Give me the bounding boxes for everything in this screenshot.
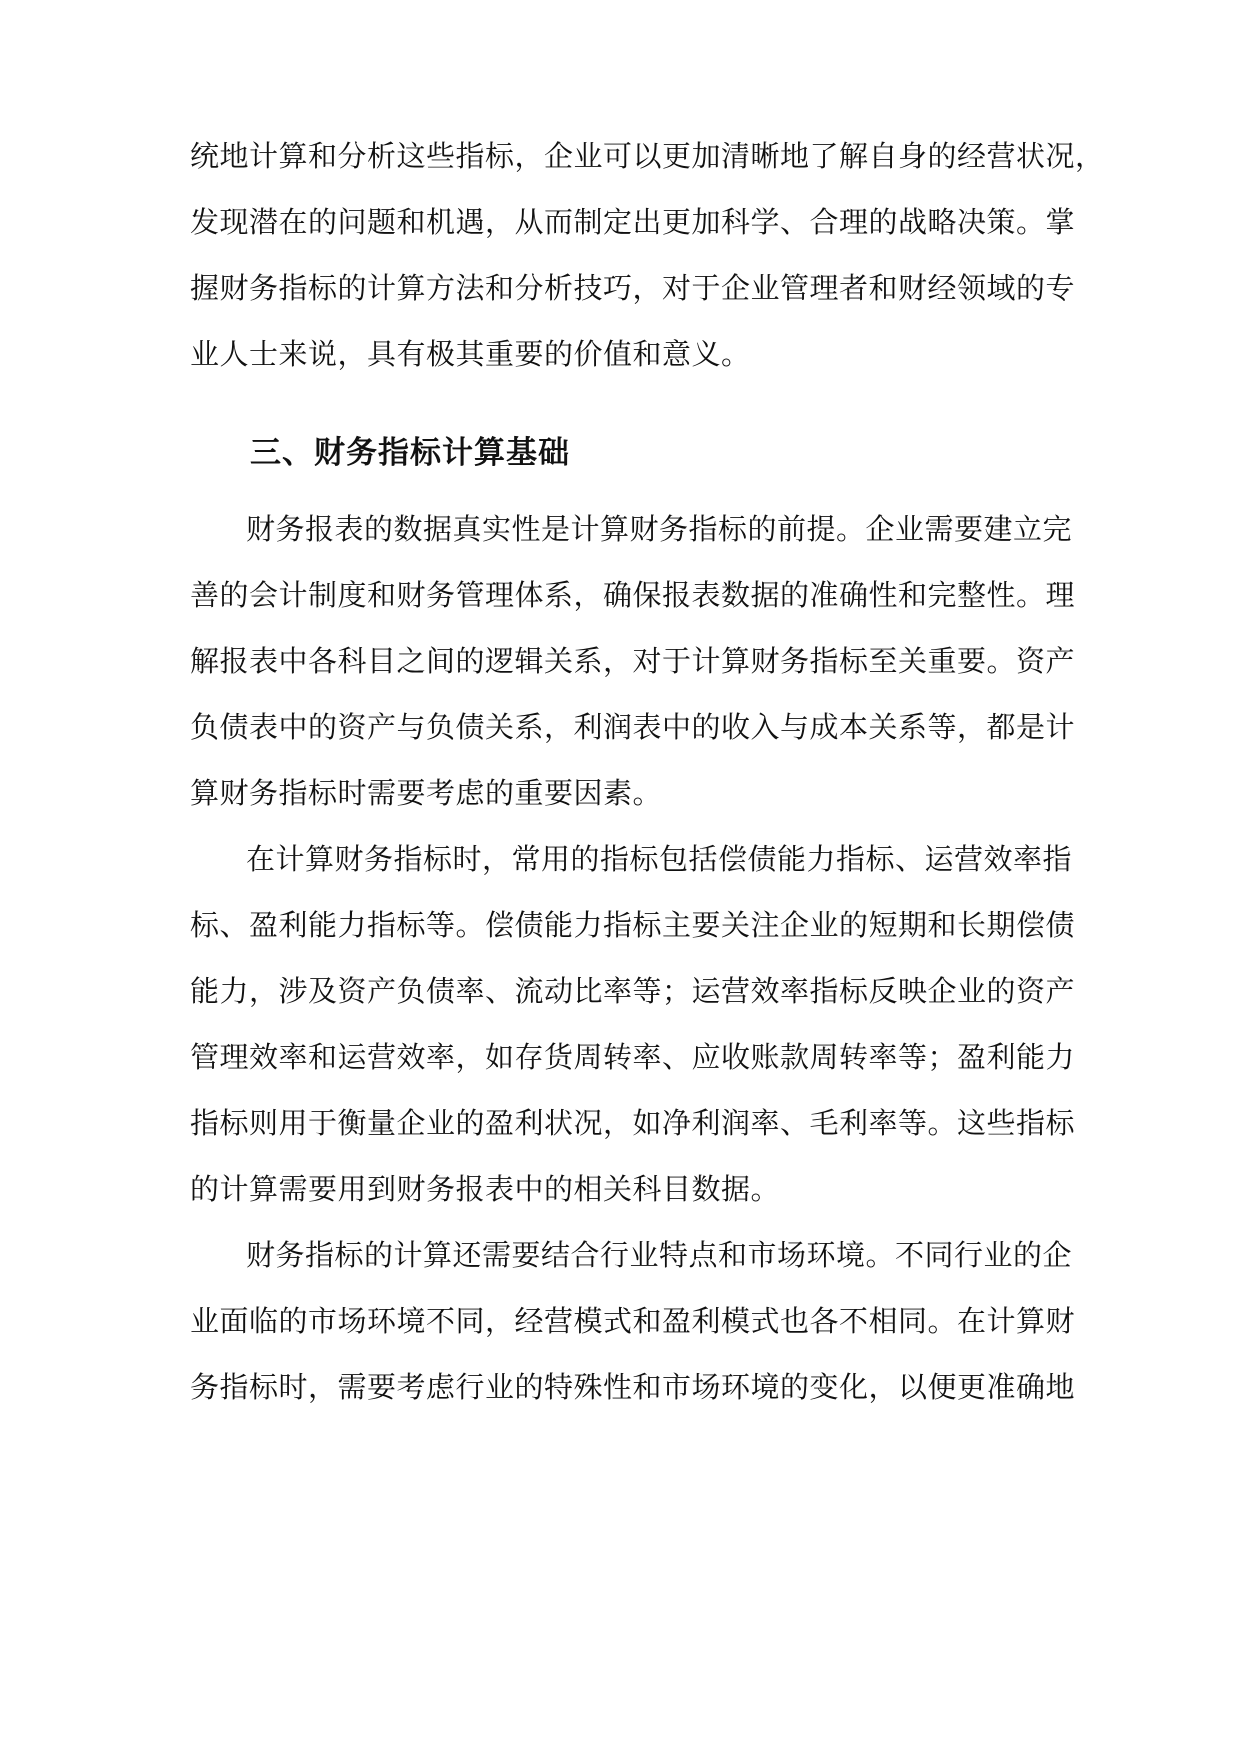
paragraph1-line-3: 解报表中各科目之间的逻辑关系，对于计算财务指标至关重要。资产 (190, 644, 1076, 678)
paragraph2-line-2: 标、盈利能力指标等。偿债能力指标主要关注企业的短期和长期偿债 (190, 908, 1076, 942)
paragraph2-line-3: 能力，涉及资产负债率、流动比率等；运营效率指标反映企业的资产 (190, 974, 1076, 1008)
section-heading: 三、财务指标计算基础 (250, 435, 570, 471)
paragraph1-line-1: 财务报表的数据真实性是计算财务指标的前提。企业需要建立完 (246, 512, 1073, 546)
paragraph2-line-1: 在计算财务指标时，常用的指标包括偿债能力指标、运营效率指 (246, 842, 1073, 876)
intro-line-2: 发现潜在的问题和机遇，从而制定出更加科学、合理的战略决策。掌 (190, 205, 1076, 239)
intro-line-3: 握财务指标的计算方法和分析技巧，对于企业管理者和财经领域的专 (190, 271, 1076, 305)
paragraph3-line-3: 务指标时，需要考虑行业的特殊性和市场环境的变化，以便更准确地 (190, 1370, 1076, 1404)
paragraph1-line-2: 善的会计制度和财务管理体系，确保报表数据的准确性和完整性。理 (190, 578, 1076, 612)
intro-line-4: 业人士来说，具有极其重要的价值和意义。 (190, 337, 751, 371)
paragraph2-line-5: 指标则用于衡量企业的盈利状况，如净利润率、毛利率等。这些指标 (190, 1106, 1076, 1140)
paragraph1-line-4: 负债表中的资产与负债关系，利润表中的收入与成本关系等，都是计 (190, 710, 1076, 744)
paragraph3-line-1: 财务指标的计算还需要结合行业特点和市场环境。不同行业的企 (246, 1238, 1073, 1272)
paragraph3-line-2: 业面临的市场环境不同，经营模式和盈利模式也各不相同。在计算财 (190, 1304, 1076, 1338)
paragraph2-line-6: 的计算需要用到财务报表中的相关科目数据。 (190, 1172, 781, 1206)
intro-line-1: 统地计算和分析这些指标，企业可以更加清晰地了解自身的经营状况， (190, 139, 1105, 173)
paragraph1-line-5: 算财务指标时需要考虑的重要因素。 (190, 776, 663, 810)
paragraph2-line-4: 管理效率和运营效率，如存货周转率、应收账款周转率等；盈利能力 (190, 1040, 1076, 1074)
